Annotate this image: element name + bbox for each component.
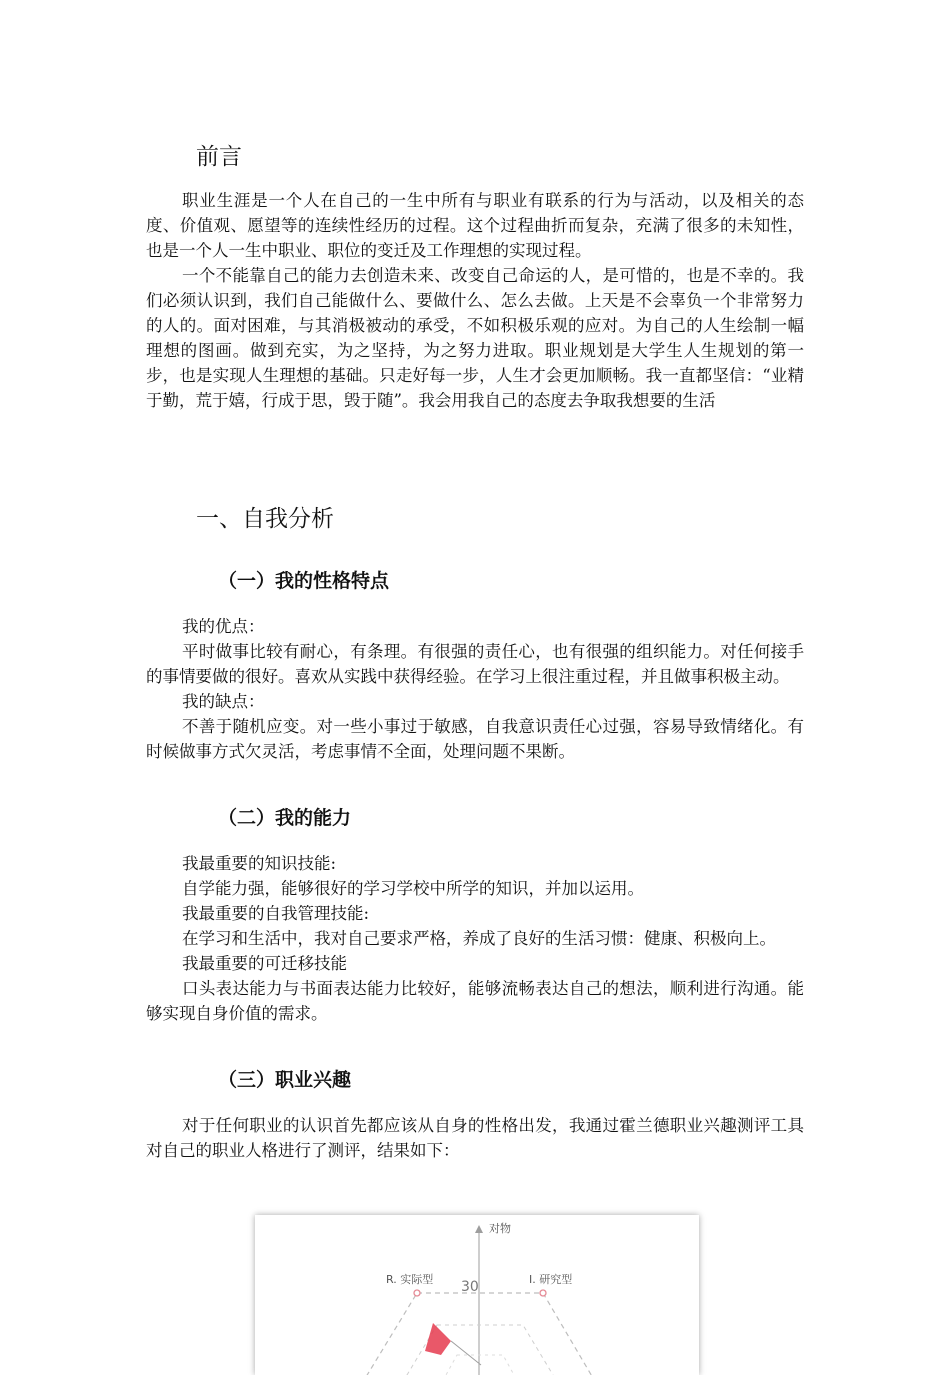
vertex-marker-r [414,1290,420,1296]
axis-arrow-icon [475,1225,483,1233]
foreword-paragraph-2: 一个不能靠自己的能力去创造未来、改变自己命运的人，是可惜的，也是不幸的。我们必须认识到，我们自己能做什么、要做什么、怎么去做。上天是不会辜负一个非常努力的人的。面对困难，与其消极被动的承受，不如积极乐观的应对。为自己的人生绘制一幅理想的图画。做到充实，为之坚持，为之努力进取。职业规划是大学生人生规划的第一步，也是实现人生理想的基础。只走好每一步，人生才会更加顺畅。我一直都坚信：“业精于勤，荒于嬉，行成于思，毁于随”。我会用我自己的态度去争取我想要的生活 [146,266,804,410]
abilities-heading: （二）我的能力 [218,807,352,829]
transferable-skill-text: 口头表达能力与书面表达能力比较好，能够流畅表达自己的想法，顺利进行沟通。能够实现自身价值的需求。 [146,979,804,1023]
knowledge-skill-text: 自学能力强，能够很好的学习学校中所学的知识，并加以运用。 [182,879,644,898]
strengths-label: 我的优点： [182,617,265,636]
foreword-paragraph-1: 职业生涯是一个人在自己的一生中所有与职业有联系的行为与活动，以及相关的态度、价值观、愿望等的连续性经历的过程。这个过程曲折而复杂，充满了很多的未知性，也是一个人一生中职业、职位的变迁及工作理想的实现过程。 [146,191,804,260]
axis-top-label: 对物 [489,1222,511,1235]
personality-heading: （一）我的性格特点 [218,570,390,592]
label-investigative: I. 研究型 [529,1273,573,1286]
interests-text: 对于任何职业的认识首先都应该从自身的性格出发，我通过霍兰德职业兴趣测评工具对自己的职业人格进行了测评，结果如下： [146,1116,804,1160]
section1-heading: 一、自我分析 [196,506,334,532]
radar-grid-inner [435,1355,525,1375]
weaknesses-text: 不善于随机应变。对一些小事过于敏感，自我意识责任心过强，容易导致情绪化。有时候做事方式欠灵活，考虑事情不全面，处理问题不果断。 [146,717,804,761]
holland-radar-chart [255,1215,699,1375]
radar-data-area [425,1323,451,1355]
label-realistic: R. 实际型 [386,1273,434,1286]
foreword-heading: 前言 [196,144,242,170]
self-management-text: 在学习和生活中，我对自己要求严格，养成了良好的生活习惯：健康、积极向上。 [182,929,776,948]
weaknesses-label: 我的缺点： [182,692,265,711]
interests-heading: （三）职业兴趣 [218,1069,352,1091]
self-management-label: 我最重要的自我管理技能: [182,904,370,923]
tick-max-label: 30 [461,1279,479,1295]
transferable-skill-label: 我最重要的可迁移技能 [182,954,347,973]
radar-data-edge [451,1341,481,1365]
strengths-text: 平时做事比较有耐心，有条理。有很强的责任心，也有很强的组织能力。对任何接手的事情要做的很好。喜欢从实践中获得经验。在学习上很注重过程，并且做事积极主动。 [146,642,804,686]
personality-body [146,614,804,764]
abilities-body [146,851,804,1026]
holland-chart-image [255,1215,699,1375]
radar-grid-middle [395,1325,565,1375]
knowledge-skill-label: 我最重要的知识技能: [182,854,337,873]
foreword-body [146,188,804,413]
interests-body [146,1113,804,1163]
vertex-marker-i [540,1290,546,1296]
